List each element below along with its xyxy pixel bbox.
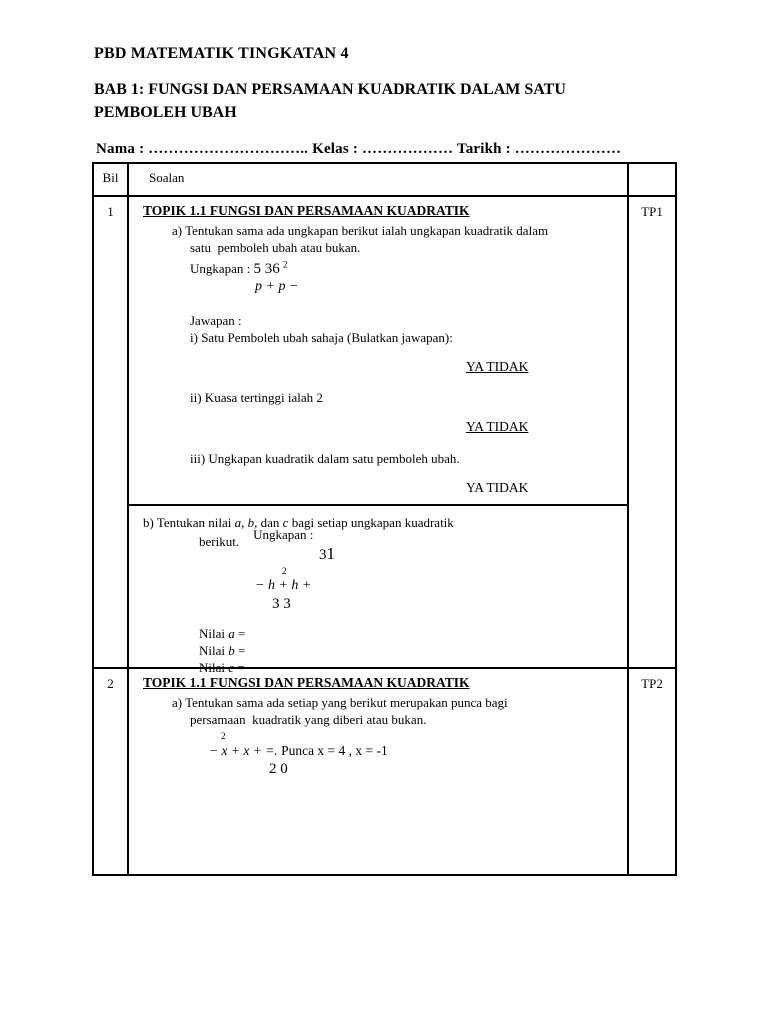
expression-line2: p + p − [255,279,299,294]
variable-c: c [282,515,289,530]
question-b-text-mid: dan [257,515,283,530]
ungkapan-label: Ungkapan : [190,261,254,276]
ungkapan-label-b: Ungkapan : [253,527,314,542]
number-20: 2 0 [269,761,288,777]
row1-tp-cell [628,196,676,668]
tp-badge: TP1 [641,204,663,219]
row1-number: 1 [107,204,114,219]
nilai-label: Nilai [199,643,229,658]
question-b-text-end: bagi setiap ungkapan kuadratik [288,515,454,530]
question-iii: iii) Ungkapan kuadratik dalam satu pemboleh ubah. [190,451,460,466]
berikut-text: berikut. [199,534,240,549]
row2-bil-cell [93,668,128,875]
question-a-line1: a) Tentukan sama ada setiap yang berikut merupakan punca bagi [172,695,508,710]
row2-part-a [129,669,627,874]
expression-line1 [190,260,621,278]
question-b-line1 [143,514,621,531]
nilai-b-line [199,642,621,659]
number-33: 3 3 [272,596,291,612]
tp-badge: TP2 [641,676,663,691]
row2-tp-cell [628,668,676,875]
ya-tidak-option-3: YA TIDAK [466,480,529,495]
nilai-label: Nilai [199,660,229,675]
variables-ab: a, b, [234,515,258,530]
equals-sign: = [234,643,246,658]
question-a-line2: satu pemboleh ubah atau bukan. [190,240,361,255]
nilai-label: Nilai [199,626,229,641]
expression-math: − x + x + =. [209,743,278,758]
row1-part-a [129,197,627,504]
table-row [93,668,676,875]
exponent-b: 2 [282,566,287,576]
question-a-line2: persamaan kuadratik yang diberi atau bukan. [190,712,427,727]
punca-text: Punca x = 4 , x = -1 [277,743,388,758]
header-soalan: Soalan [128,163,628,196]
question-ii: ii) Kuasa tertinggi ialah 2 [190,390,323,405]
chapter-line-1: BAB 1: FUNGSI DAN PERSAMAAN KUADRATIK DALAM SATU [94,81,566,98]
digit-3: 3 [319,547,327,563]
exponent: 2 [283,259,288,270]
table-header-row [93,163,676,196]
ya-tidak-option-1: YA TIDAK [466,359,529,374]
header-bil: Bil [93,163,128,196]
ya-tidak-option-2: YA TIDAK [466,419,529,434]
chapter-title [94,78,677,124]
topic-heading: TOPIK 1.1 FUNGSI DAN PERSAMAAN KUADRATIK [143,203,470,218]
var-a: a [228,626,235,641]
chapter-line-2: PEMBOLEH UBAH [94,104,237,121]
row2-question-cell [128,668,628,875]
row1-bil-cell [93,196,128,668]
expression-numbers: 5 36 [253,261,280,277]
header-tp [628,163,676,196]
question-b-text: b) Tentukan nilai [143,515,235,530]
worksheet-table [92,162,677,876]
table-row [93,196,676,668]
digit-1: 1 [326,544,335,563]
exponent-r2: 2 [221,731,226,741]
number-31 [319,545,621,564]
equals-sign: = [234,626,246,641]
row1-part-b [129,504,627,675]
question-a-line1: a) Tentukan sama ada ungkapan berikut ialah ungkapan kuadratik dalam [172,223,549,238]
topic-heading: TOPIK 1.1 FUNGSI DAN PERSAMAAN KUADRATIK [143,675,470,690]
row1-question-cell [128,196,628,675]
var-b: b [228,643,235,658]
expression-r2 [209,742,621,760]
var-c: c [228,660,235,675]
equals-sign: = [234,660,245,675]
nilai-a-line [199,625,621,642]
question-i: i) Satu Pemboleh ubah sahaja (Bulatkan jawapan): [190,330,453,345]
expression-b: − h + h + [255,578,312,593]
row2-number: 2 [107,676,114,691]
jawapan-label: Jawapan : [190,313,242,328]
page-title: PBD MATEMATIK TINGKATAN 4 [94,45,349,62]
name-class-date-line: Nama : ………………………….. Kelas : ……………… Tarikh : ………………… [96,141,622,157]
